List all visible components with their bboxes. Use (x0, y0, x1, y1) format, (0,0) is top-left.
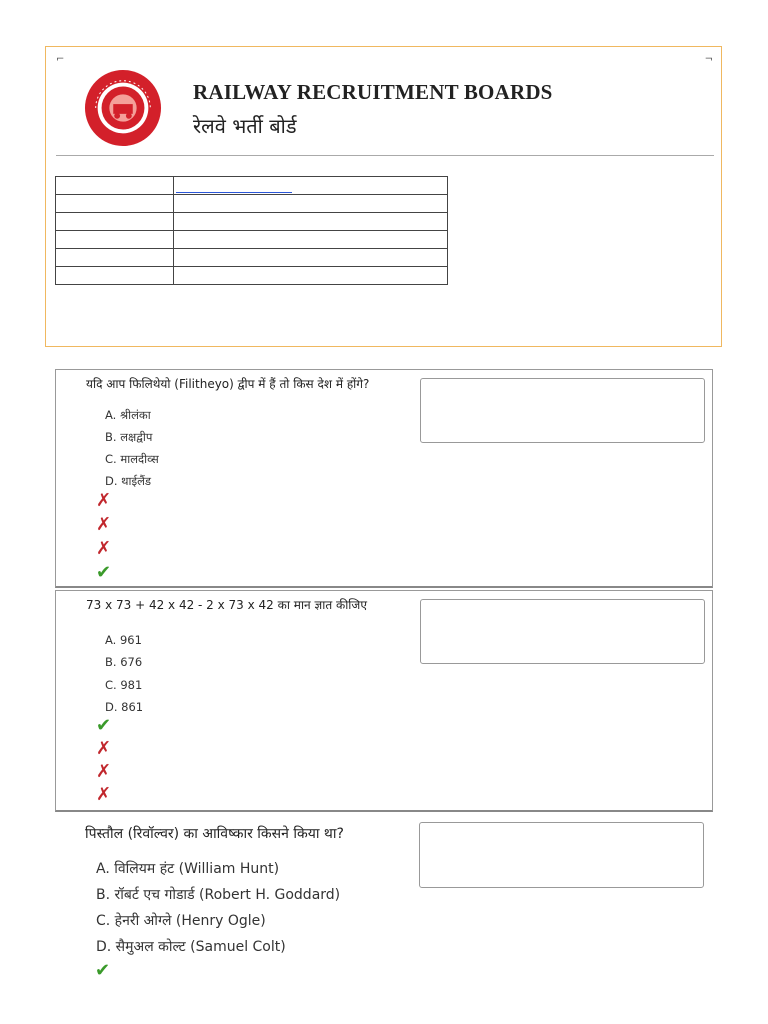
table-cell (56, 195, 174, 213)
table-row (56, 213, 448, 231)
option-d: D. 861 (105, 700, 144, 714)
answer-box[interactable] (420, 599, 705, 664)
corner-mark: ¬ (704, 54, 713, 65)
corner-mark: ⌐ (56, 54, 65, 65)
answer-box[interactable] (420, 378, 705, 443)
check-icon: ✔ (96, 562, 112, 583)
option-a: A. विलियम हंट (William Hunt) (96, 861, 280, 877)
table-row (56, 177, 448, 195)
option-c: C. हेनरी ओग्ले (Henry Ogle) (96, 913, 266, 929)
option-a: A. 961 (105, 633, 142, 647)
header-card (45, 46, 722, 347)
table-cell (174, 267, 448, 285)
table-cell (174, 213, 448, 231)
check-icon: ✔ (96, 715, 112, 736)
table-row (56, 195, 448, 213)
option-d: D. थाईलैंड (105, 474, 152, 488)
cross-icon: ✗ (96, 784, 112, 805)
table-cell (174, 231, 448, 249)
table-cell (56, 267, 174, 285)
table-row (56, 267, 448, 285)
option-b: B. 676 (105, 655, 143, 669)
option-c: C. मालदीव्स (105, 452, 159, 466)
divider (56, 155, 714, 156)
table-cell[interactable] (174, 177, 448, 195)
railway-logo (84, 69, 162, 147)
question-text: पिस्तौल (रिवॉल्वर) का आविष्कार किसने किया था? (85, 826, 344, 842)
option-b: B. लक्षद्वीप (105, 430, 153, 444)
table-row (56, 249, 448, 267)
check-icon: ✔ (95, 960, 111, 981)
table-row (56, 231, 448, 249)
answer-box[interactable] (419, 822, 704, 888)
option-d: D. सैमुअल कोल्ट (Samuel Colt) (96, 939, 286, 955)
option-a: A. श्रीलंका (105, 408, 151, 422)
cross-icon: ✗ (96, 490, 112, 511)
cross-icon: ✗ (96, 738, 112, 759)
table-cell (56, 249, 174, 267)
link-underline[interactable] (176, 192, 292, 193)
page-title: RAILWAY RECRUITMENT BOARDS (193, 80, 553, 104)
table-cell (174, 195, 448, 213)
question-text: 73 x 73 + 42 x 42 - 2 x 73 x 42 का मान ज्ञात कीजिए (86, 598, 367, 612)
cross-icon: ✗ (96, 514, 112, 535)
candidate-info-table (55, 176, 448, 285)
table-cell (56, 213, 174, 231)
page-title-hindi: रेलवे भर्ती बोर्ड (193, 114, 297, 138)
table-cell (56, 177, 174, 195)
question-card-1 (55, 369, 713, 588)
question-card-2 (55, 590, 713, 812)
table-cell (174, 249, 448, 267)
cross-icon: ✗ (96, 761, 112, 782)
question-card-3 (55, 814, 713, 1014)
cross-icon: ✗ (96, 538, 112, 559)
table-cell (56, 231, 174, 249)
option-b: B. रॉबर्ट एच गोडार्ड (Robert H. Goddard) (96, 887, 341, 903)
question-text: यदि आप फिलिथेयो (Filitheyo) द्वीप में हैं तो किस देश में होंगे? (86, 377, 370, 391)
option-c: C. 981 (105, 678, 143, 692)
